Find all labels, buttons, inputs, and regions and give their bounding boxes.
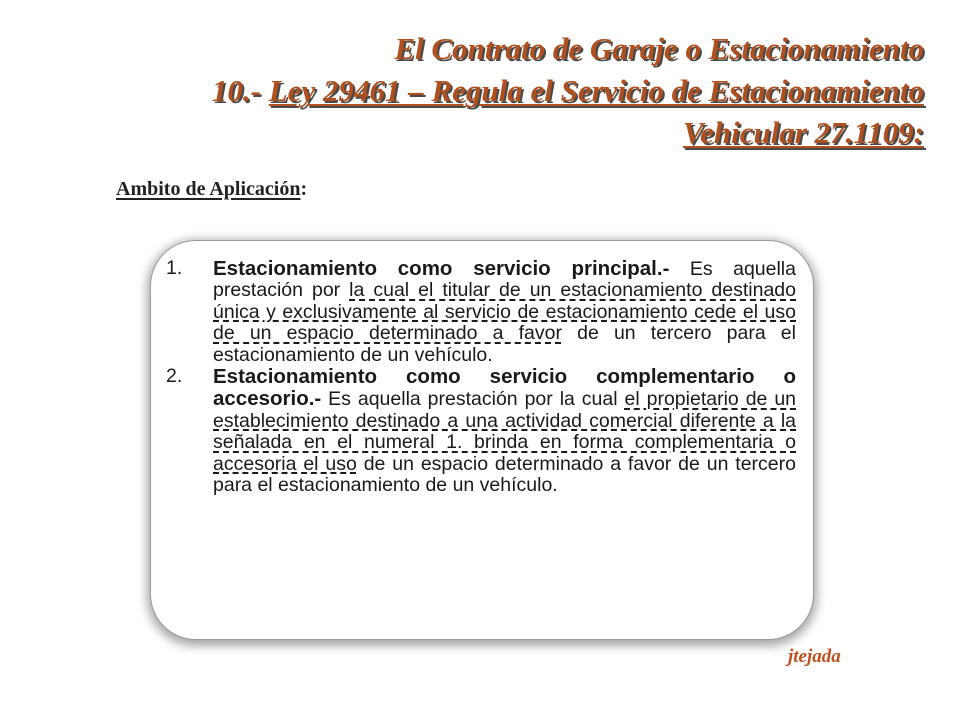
item-heading: Estacionamiento como servicio complementario o accesorio.- — [213, 365, 796, 411]
item-text-underlined: la cual el titular de un estacionamiento destinado única y exclusivamente al servicio de estacionamiento cede el uso de un espacio determinado a favor — [213, 279, 796, 345]
item-text: de un espacio determinado a favor de un tercero para el estacionamiento de un vehículo. — [213, 452, 796, 497]
item-body — [213, 366, 796, 496]
slide-title-line-1: El Contrato de Garaje o Estacionamiento — [394, 31, 924, 66]
slide-title-line-3 — [683, 112, 924, 154]
section-colon: : — [300, 178, 308, 200]
law-number-prefix: 10.- — [211, 73, 269, 108]
item-body — [213, 258, 796, 366]
section-label: Ambito de Aplicación — [116, 178, 301, 200]
item-heading: Estacionamiento como servicio principal.- — [213, 257, 670, 280]
item-text: Es aquella prestación por — [213, 258, 796, 302]
slide-title-line-2 — [212, 70, 924, 112]
law-title-link: Ley 29461 – Regula el Servicio de Estacionamiento — [268, 73, 924, 108]
item-text-underlined: el propietario de un establecimiento destinado a una actividad comercial diferente a la señalada en el numeral 1. brinda en forma complementaria o accesoria el uso — [213, 388, 797, 475]
law-title-continuation: Vehicular 27.1109: — [682, 115, 924, 150]
item-number: 1. — [166, 257, 183, 279]
list-item — [166, 366, 796, 496]
item-text: de un tercero para el estacionamiento de un vehículo. — [213, 322, 796, 366]
list-item — [166, 258, 796, 366]
item-text: Es aquella prestación por la cual — [321, 388, 625, 411]
author-signature: jtejada — [788, 646, 841, 667]
item-number: 2. — [166, 365, 183, 388]
scanned-document-text — [166, 258, 796, 496]
section-heading — [116, 178, 307, 201]
